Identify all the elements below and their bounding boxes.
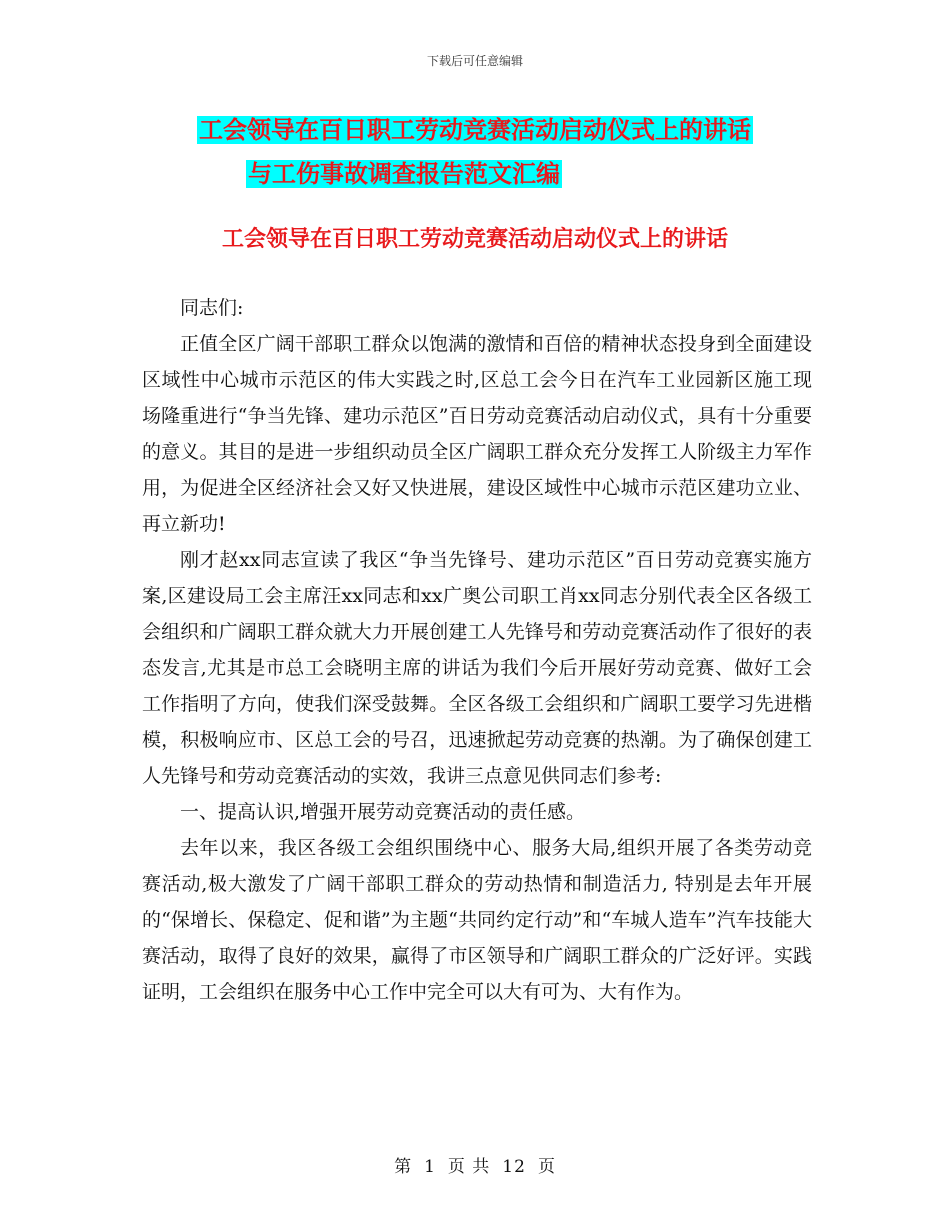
paragraph-1: 正值全区广阔干部职工群众以饱满的激情和百倍的精神状态投身到全面建设区域性中心城市示范区的伟大实践之时,区总工会今日在汽车工业园新区施工现场隆重进行“争当先锋、建功示范区”百日劳动竞赛活动启动仪式，具有十分重要的意义。其目的是进一步组织动员全区广阔职工群众充分发挥工人阶级主力军作用，为促进全区经济社会又好又快进展，建设区域性中心城市示范区建功立业、再立新功! xyxy=(142,333,812,535)
paragraph-4: 去年以来，我区各级工会组织围绕中心、服务大局,组织开展了各类劳动竞赛活动,极大激发了广阔干部职工群众的劳动热情和制造活力, 特别是去年开展的“保增长、保稳定、促和谐”为主题“共同约定行动”和“车城人造车”汽车技能大赛活动，取得了良好的效果，赢得了市区领导和广阔职工群众的广泛好评。实践证明，工会组织在服务中心工作中完全可以大有可为、大有作为。 xyxy=(142,837,812,1003)
footer-prefix: 第 xyxy=(394,1157,413,1177)
title-highlight-1: 工会领导在百日职工劳动竞赛活动启动仪式上的讲话 xyxy=(199,116,751,144)
section-title: 工会领导在百日职工劳动竞赛活动启动仪式上的讲话 xyxy=(221,227,728,252)
title-highlight-2: 与工伤事故调查报告范文汇编 xyxy=(248,160,560,188)
document-title-line-2 xyxy=(0,157,879,191)
paragraph-3-heading: 一、提高认识,增强开展劳动竞赛活动的责任感。 xyxy=(180,801,586,823)
footer-suffix: 页 xyxy=(537,1157,556,1177)
document-body xyxy=(142,290,812,1010)
header-note: 下载后可任意编辑 xyxy=(426,54,523,68)
document-title-line-1 xyxy=(0,113,950,147)
greeting: 同志们: xyxy=(180,297,244,319)
footer-page-number: 1 xyxy=(424,1157,436,1177)
paragraph-2: 刚才赵xx同志宣读了我区“争当先锋号、建功示范区”百日劳动竞赛实施方案,区建设局工会主席汪xx同志和xx广奥公司职工肖xx同志分别代表全区各级工会组织和广阔职工群众就大力开展创建工人先锋号和劳动竞赛活动作了很好的表态发言,尤其是市总工会晓明主席的讲话为我们今后开展好劳动竞赛、做好工会工作指明了方向，使我们深受鼓舞。全区各级工会组织和广阔职工要学习先进楷模，积极响应市、区总工会的号召，迅速掀起劳动竞赛的热潮。为了确保创建工人先锋号和劳动竞赛活动的实效，我讲三点意见供同志们参考: xyxy=(142,549,812,787)
page-footer xyxy=(0,1152,950,1177)
footer-total-pages: 12 xyxy=(502,1157,526,1177)
footer-middle: 页 共 xyxy=(447,1157,491,1177)
